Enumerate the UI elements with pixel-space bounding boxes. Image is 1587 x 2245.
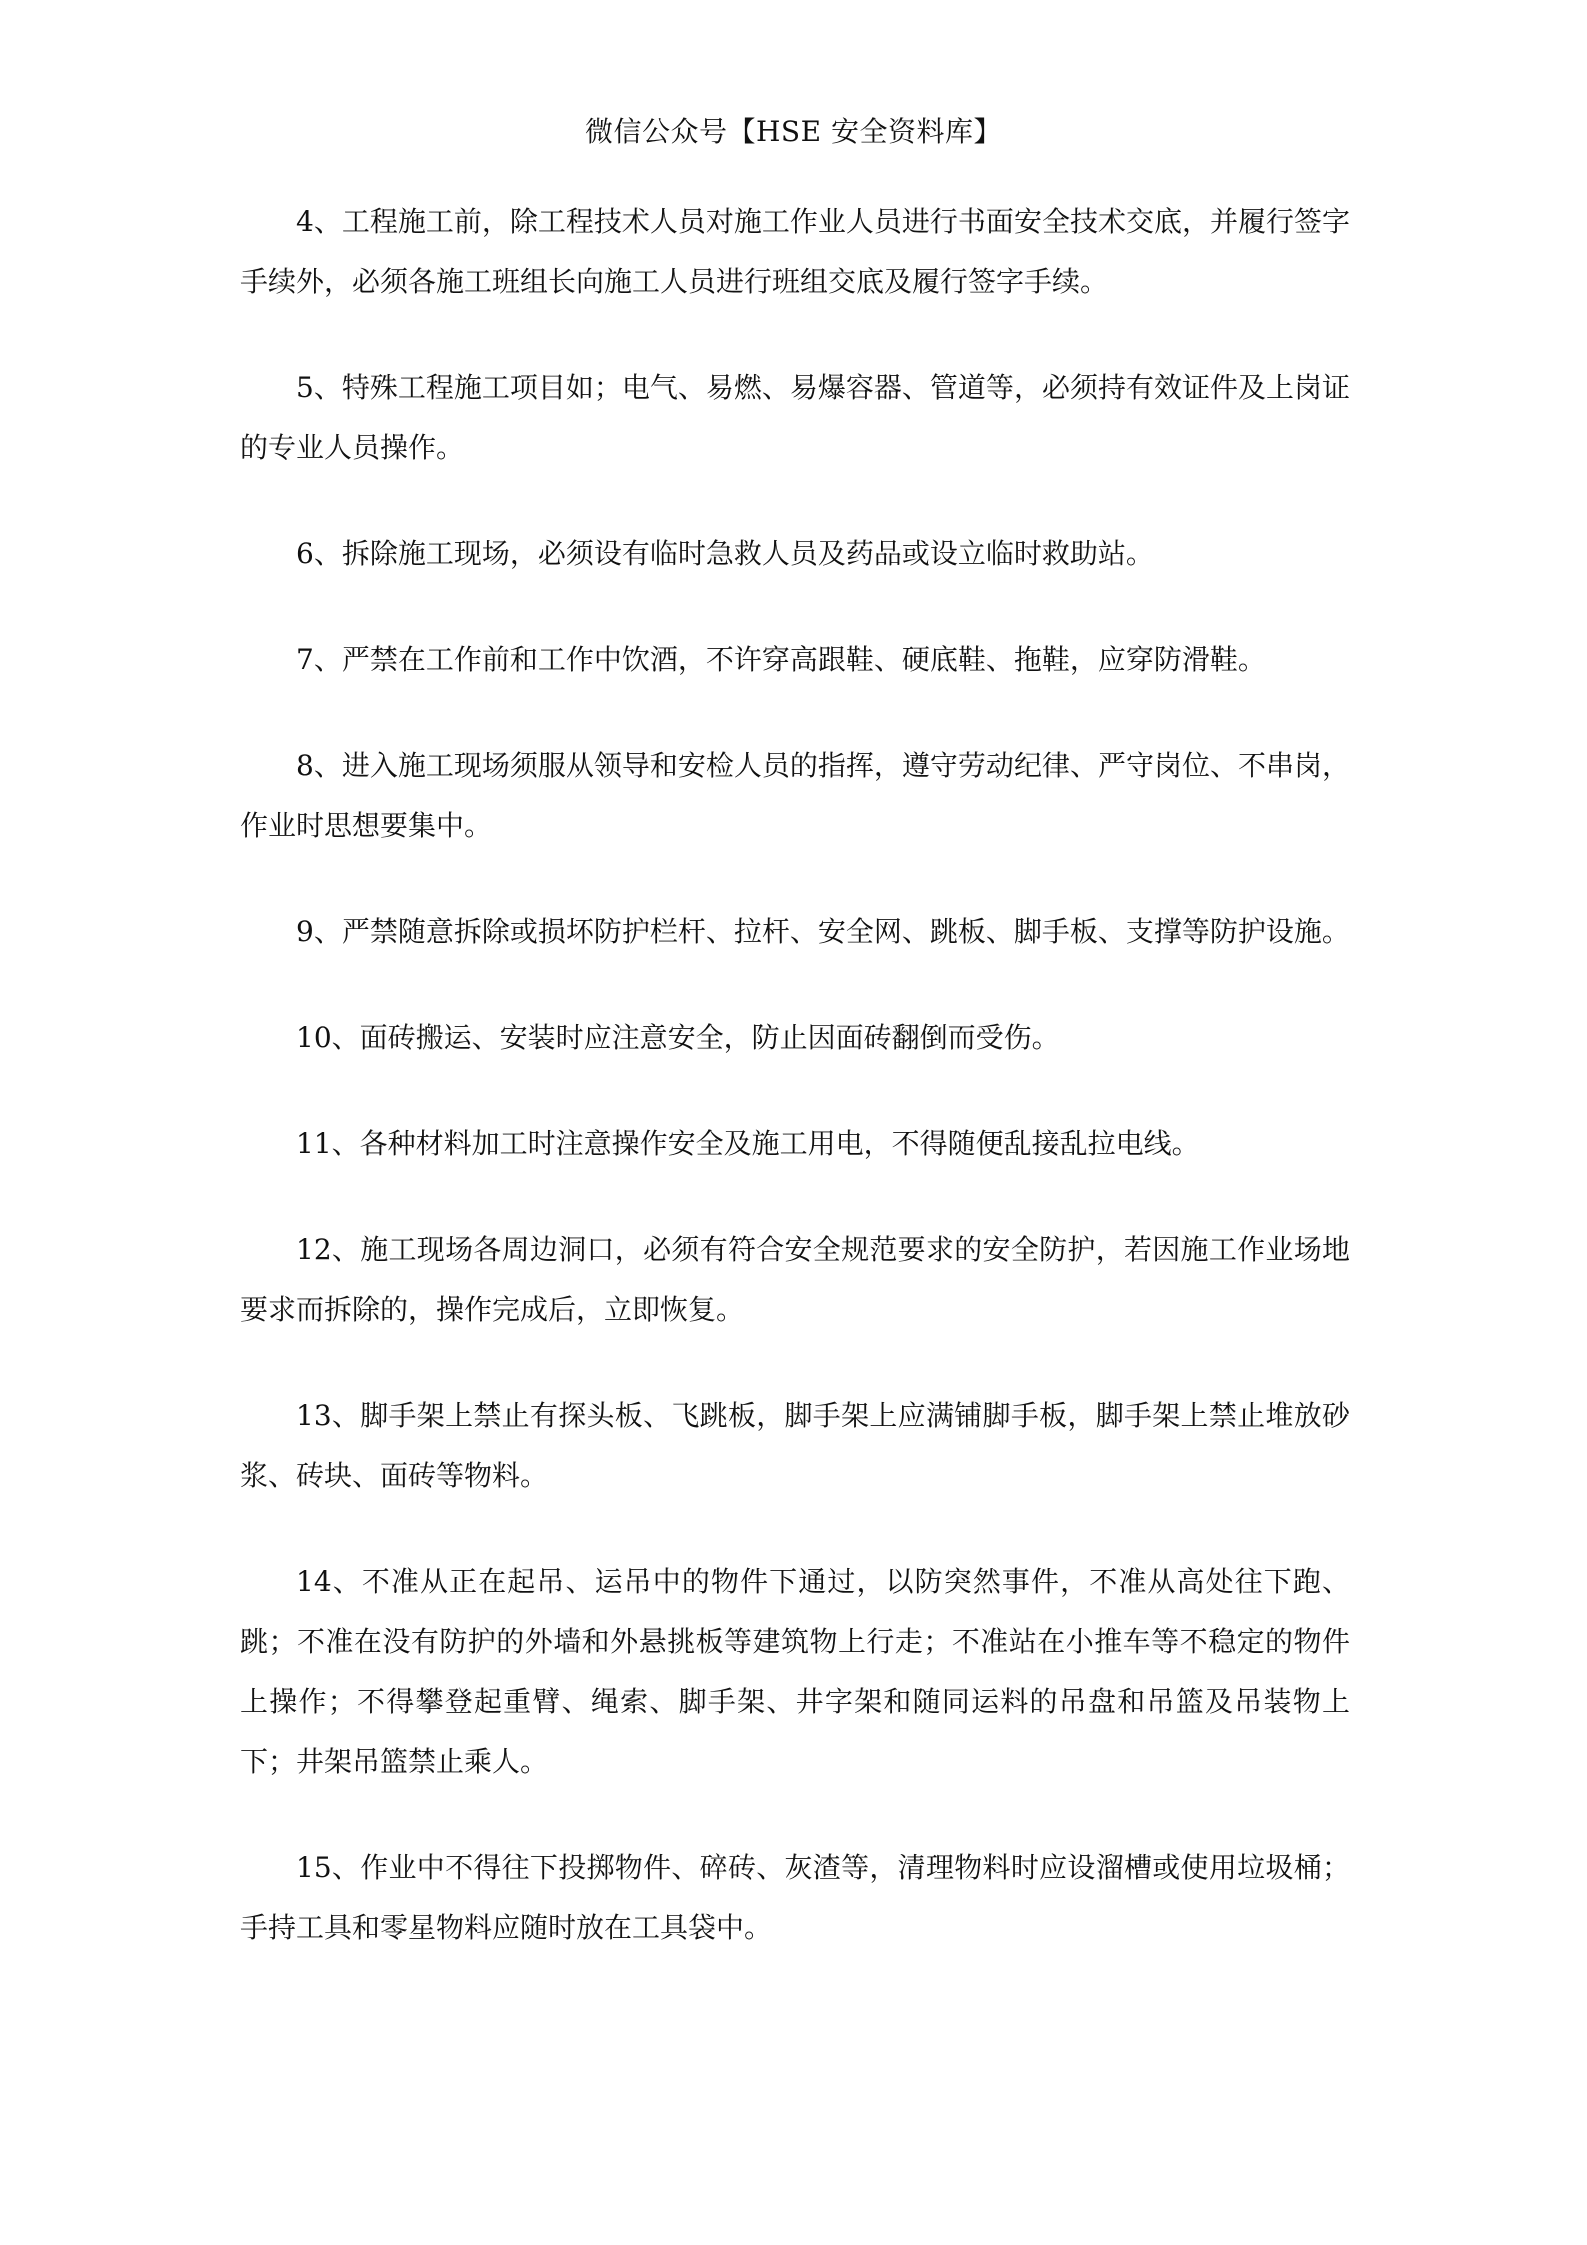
paragraph-item-12: 12、施工现场各周边洞口，必须有符合安全规范要求的安全防护，若因施工作业场地要求而拆除的，操作完成后，立即恢复。 [240, 1233, 1350, 1326]
paragraph-item-11: 11、各种材料加工时注意操作安全及施工用电，不得随便乱接乱拉电线。 [296, 1127, 1200, 1160]
paragraph-item-9: 9、严禁随意拆除或损坏防护栏杆、拉杆、安全网、跳板、脚手板、支撑等防护设施。 [296, 915, 1350, 948]
paragraph-item-4: 4、工程施工前，除工程技术人员对施工作业人员进行书面安全技术交底，并履行签字手续外，必须各施工班组长向施工人员进行班组交底及履行签字手续。 [240, 205, 1350, 298]
paragraph-item-15: 15、作业中不得往下投掷物件、碎砖、灰渣等，清理物料时应设溜槽或使用垃圾桶；手持工具和零星物料应随时放在工具袋中。 [240, 1851, 1350, 1944]
paragraph-item-7: 7、严禁在工作前和工作中饮酒，不许穿高跟鞋、硬底鞋、拖鞋，应穿防滑鞋。 [296, 643, 1266, 676]
page-header: 微信公众号【HSE 安全资料库】 [585, 115, 1002, 148]
paragraph-item-8: 8、进入施工现场须服从领导和安检人员的指挥，遵守劳动纪律、严守岗位、不串岗，作业时思想要集中。 [240, 749, 1350, 842]
paragraph-item-14: 14、不准从正在起吊、运吊中的物件下通过，以防突然事件，不准从高处往下跑、跳；不准在没有防护的外墙和外悬挑板等建筑物上行走；不准站在小推车等不稳定的物件上操作；不得攀登起重臂、绳索、脚手架、井字架和随同运料的吊盘和吊篮及吊装物上下；井架吊篮禁止乘人。 [240, 1565, 1350, 1778]
paragraph-item-5: 5、特殊工程施工项目如；电气、易燃、易爆容器、管道等，必须持有效证件及上岗证的专业人员操作。 [240, 371, 1350, 464]
paragraph-item-6: 6、拆除施工现场，必须设有临时急救人员及药品或设立临时救助站。 [296, 537, 1154, 570]
paragraph-item-13: 13、脚手架上禁止有探头板、飞跳板，脚手架上应满铺脚手板，脚手架上禁止堆放砂浆、砖块、面砖等物料。 [240, 1399, 1350, 1492]
paragraph-item-10: 10、面砖搬运、安装时应注意安全，防止因面砖翻倒而受伤。 [296, 1021, 1060, 1054]
document-body [240, 192, 1350, 2004]
